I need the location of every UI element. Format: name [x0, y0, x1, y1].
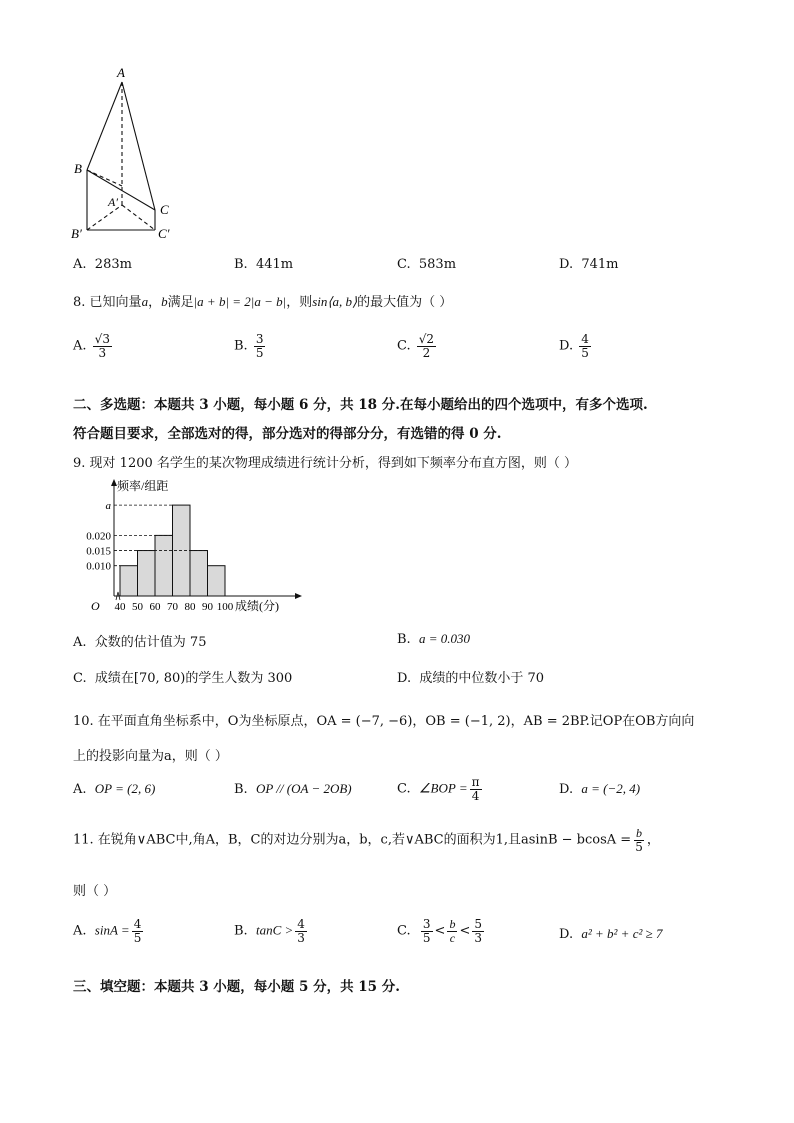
q11-option-b[interactable]: B. tanC > $\frac{4}{3}$ [234, 917, 305, 945]
x-tick-label: 80 [184, 601, 196, 613]
q7-option-b[interactable]: B. 441m [234, 257, 294, 272]
fraction: $\frac{4}{5}$ [581, 332, 589, 360]
label-B: B [74, 161, 82, 176]
histogram-bar [190, 551, 208, 596]
q9-option-c[interactable]: C. 成绩在[70, 80)的学生人数为 300 [73, 671, 293, 686]
fraction: $\frac{5}{3}$ [474, 917, 482, 945]
fraction: $\frac{3}{5}$ [255, 332, 264, 360]
q8-option-b[interactable]: B. $\frac{3}{5}$ [234, 332, 264, 360]
q10-stem-line1: 10. 在平面直角坐标系中，O为坐标原点，OA = (−7, −6)，OB = (−1, 2)，AB = 2BP.记OP在OB方向向 [73, 714, 695, 729]
q9-option-a[interactable]: A. 众数的估计值为 75 [73, 635, 207, 650]
fraction: $\frac{\pi}{4}$ [471, 775, 480, 803]
q7-option-d[interactable]: D. 741m [559, 257, 619, 272]
histogram-bar [208, 566, 226, 596]
q11-option-c[interactable]: C. $\frac{3}{5}$ < $\frac{b}{c}$ < $\frac{5}{3}$ [397, 917, 482, 945]
x-tick-label: 50 [132, 601, 143, 613]
fraction: $\frac{b}{5}$ [635, 826, 643, 854]
q10-stem-line2: 上的投影向量为a，则（ ） [73, 749, 228, 764]
x-tick-label: 40 [114, 601, 126, 613]
label-C-prime: C′ [158, 226, 170, 241]
y-tick-label: 0.010 [86, 560, 111, 573]
fraction: $\frac{√3}{3}$ [94, 332, 110, 360]
q8-option-d[interactable]: D. $\frac{4}{5}$ [559, 332, 589, 360]
q10-option-a[interactable]: A. OP = (2, 6) [73, 781, 156, 797]
section-2-header-line1: 二、多选题：本题共 3 小题，每小题 6 分，共 18 分.在每小题给出的四个选项中，有多个选项. [73, 397, 648, 413]
q9-stem: 9. 现对 1200 名学生的某次物理成绩进行统计分析，得到如下频率分布直方图，则（ ） [73, 456, 578, 471]
x-tick-label: 70 [167, 601, 178, 613]
x-axis-label: 成绩(分) [235, 599, 279, 613]
label-A-prime: A′ [108, 195, 118, 209]
y-tick-label: 0.015 [86, 545, 111, 558]
q7-option-a[interactable]: A. 283m [73, 257, 132, 272]
q7-option-c[interactable]: C. 583m [397, 257, 457, 272]
y-tick-label: 0.020 [86, 530, 111, 543]
q9-option-b[interactable]: B. a = 0.030 [397, 631, 470, 647]
fraction: $\frac{4}{5}$ [133, 917, 142, 945]
x-axis-arrow [295, 593, 302, 599]
x-tick-label: 100 [216, 601, 234, 613]
q10-option-d[interactable]: D. a = (−2, 4) [559, 781, 641, 797]
y-axis-label: 频率/组距 [117, 479, 169, 493]
histogram-bar [138, 551, 156, 596]
q11-stem-line1: 11. 在锐角∨ABC中,角A，B，C的对边分别为a，b，c,若∨ABC的面积为1,且asinB − bcosA = $\frac{b}{5}$ ， [73, 826, 660, 854]
section-2-header-line2: 符合题目要求，全部选对的得，部分选对的得部分分，有选错的得 0 分. [73, 426, 502, 442]
x-tick-label: 60 [149, 601, 161, 613]
q8-stem: 8. 已知向量a，b满足|a + b| = 2|a − b|，则sin⟨a, b⟩的最大值为（ ） [73, 294, 453, 310]
prism-figure [60, 60, 190, 250]
label-C: C [160, 202, 169, 217]
label-B-prime: B′ [71, 226, 82, 241]
q8-option-a[interactable]: A. $\frac{√3}{3}$ [73, 332, 110, 360]
q8-option-c[interactable]: C. $\frac{√2}{2}$ [397, 332, 435, 360]
frequency-histogram [70, 476, 320, 621]
q10-option-b[interactable]: B. OP // (OA − 2OB) [234, 781, 352, 797]
section-3-header: 三、填空题：本题共 3 小题，每小题 5 分，共 15 分. [73, 979, 400, 995]
x-tick-label: 90 [202, 601, 213, 613]
histogram-bar [120, 566, 138, 596]
histogram-bar [155, 535, 173, 596]
fraction: $\frac{3}{5}$ [422, 917, 431, 945]
q11-option-a[interactable]: A. sinA = $\frac{4}{5}$ [73, 917, 142, 945]
q11-stem-line2: 则（ ） [73, 884, 117, 899]
fraction: $\frac{4}{3}$ [297, 917, 305, 945]
label-A: A [117, 65, 125, 80]
q9-option-d[interactable]: D. 成绩的中位数小于 70 [397, 671, 545, 686]
y-tick-label: a [105, 500, 111, 513]
fraction: $\frac{b}{c}$ [449, 917, 456, 945]
fraction: $\frac{√2}{2}$ [418, 332, 435, 360]
origin-label: O [91, 599, 100, 613]
q11-option-d[interactable]: D. a² + b² + c² ≥ 7 [559, 926, 663, 942]
q10-option-c[interactable]: C. ∠BOP = $\frac{\pi}{4}$ [397, 775, 480, 803]
